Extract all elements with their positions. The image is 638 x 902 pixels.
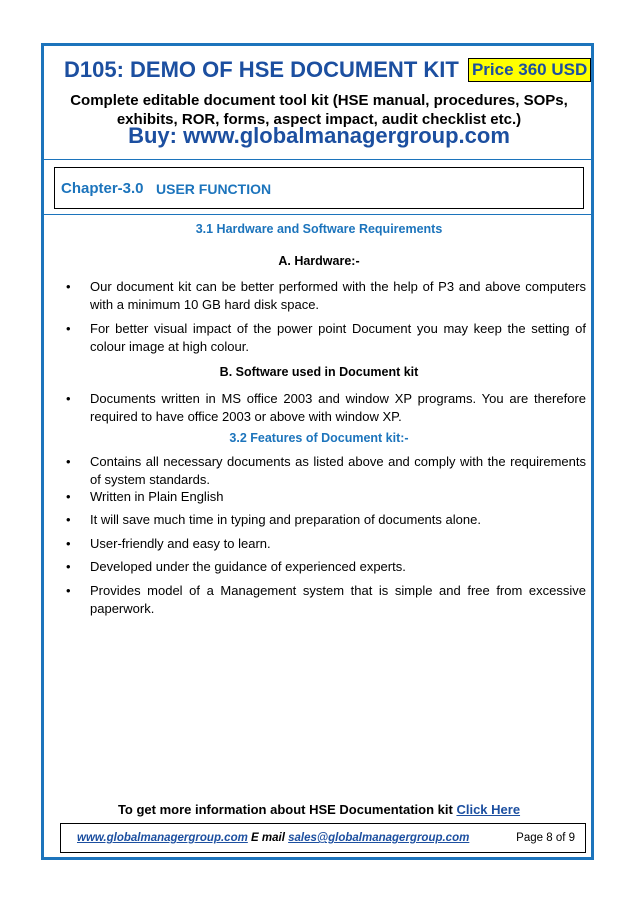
header-divider bbox=[44, 159, 591, 160]
list-item-line: Documents written in MS office 2003 and window XP programs. You are therefore bbox=[90, 391, 586, 406]
bullet-icon: • bbox=[66, 583, 71, 598]
software-heading: B. Software used in Document kit bbox=[219, 365, 419, 379]
chapter-number: Chapter-3.0 bbox=[61, 180, 144, 197]
more-info-text: To get more information about HSE Documentation kit bbox=[117, 802, 453, 817]
list-item-line: It will save much time in typing and preparation of documents alone. bbox=[90, 512, 481, 527]
document-title bbox=[64, 57, 588, 83]
footer-email-label: E mail bbox=[251, 832, 285, 844]
buy-link[interactable]: Buy: www.globalmanagergroup.com bbox=[128, 123, 510, 148]
chapter-title: USER FUNCTION bbox=[156, 181, 272, 197]
list-item-line: Our document kit can be better performed with the help of P3 and above computers bbox=[90, 279, 586, 294]
bullet-icon: • bbox=[66, 536, 71, 551]
list-item-line: Contains all necessary documents as listed above and comply with the requirements bbox=[90, 454, 586, 469]
click-here-link[interactable]: Click Here bbox=[456, 802, 521, 817]
list-item-line: User-friendly and easy to learn. bbox=[90, 536, 271, 551]
bullet-icon: • bbox=[66, 454, 71, 469]
title-text: D105: DEMO OF HSE DOCUMENT KIT bbox=[64, 57, 459, 82]
page-border bbox=[41, 43, 594, 860]
footer-email-link[interactable]: sales@globalmanagergroup.com bbox=[288, 832, 470, 844]
bullet-icon: • bbox=[66, 489, 71, 504]
bullet-icon: • bbox=[66, 321, 71, 336]
bullet-icon: • bbox=[66, 391, 71, 406]
list-item-line: with a minimum 10 GB hard disk space. bbox=[90, 297, 320, 312]
bullet-icon: • bbox=[66, 512, 71, 527]
chapter-divider bbox=[44, 214, 591, 215]
bullet-icon: • bbox=[66, 559, 71, 574]
price-badge: Price 360 USD bbox=[468, 58, 591, 82]
list-item-line: required to have office 2003 or above with window XP. bbox=[90, 409, 402, 424]
list-item-line: of system standards. bbox=[90, 472, 210, 487]
list-item-line: paperwork. bbox=[90, 601, 155, 616]
footer-site-link[interactable]: www.globalmanagergroup.com bbox=[77, 832, 248, 844]
subtitle-line-2: exhibits, ROR, forms, aspect impact, audit checklist etc.) bbox=[116, 111, 522, 128]
section-3-1-heading: 3.1 Hardware and Software Requirements bbox=[195, 222, 443, 236]
list-item-line: For better visual impact of the power point Document you may keep the setting of bbox=[90, 321, 586, 336]
page-number: Page 8 of 9 bbox=[516, 832, 575, 844]
list-item-line: colour image at high colour. bbox=[90, 339, 249, 354]
subtitle-line-1: Complete editable document tool kit (HSE manual, procedures, SOPs, bbox=[70, 92, 568, 109]
bullet-icon: • bbox=[66, 279, 71, 294]
section-3-2-heading: 3.2 Features of Document kit:- bbox=[229, 431, 409, 445]
list-item-line: Developed under the guidance of experienced experts. bbox=[90, 559, 406, 574]
list-item-line: Written in Plain English bbox=[90, 489, 224, 504]
list-item-line: Provides model of a Management system that is simple and free from excessive bbox=[90, 583, 586, 598]
more-info bbox=[0, 802, 638, 817]
chapter-box bbox=[54, 167, 584, 209]
footer bbox=[60, 823, 586, 853]
hardware-heading: A. Hardware:- bbox=[278, 254, 360, 268]
